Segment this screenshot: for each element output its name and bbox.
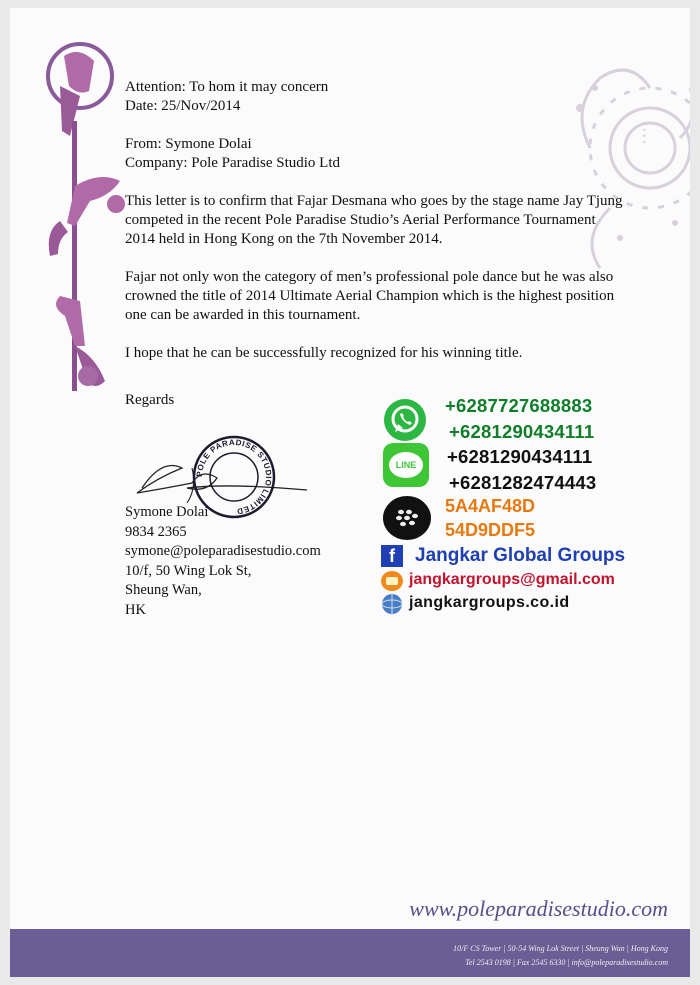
email-icon [381, 571, 403, 591]
regards-line: Regards [125, 392, 175, 408]
bbm-pin-2: 54D9DDF5 [445, 520, 536, 540]
signature-contact [125, 503, 321, 620]
facebook-page-name: Jangkar Global Groups [415, 545, 626, 566]
watermark-column: • • • [640, 128, 651, 144]
attention-line: Attention: To hom it may concern [125, 79, 329, 95]
line-app-icon [383, 443, 429, 487]
letter-body [125, 78, 665, 410]
whatsapp-icon [383, 398, 427, 442]
address-line-3: HK [125, 601, 146, 618]
address-line-2: Sheung Wan, [125, 582, 202, 598]
paragraph-2-line-1: Fajar not only won the category of men’s professional pole dance but he was also [125, 269, 614, 285]
paragraph-1-line-3: 2014 held in Hong Kong on the 7th November 2014. [125, 231, 443, 247]
svg-text:POLE PARADISE STUDIO LIMITED: POLE PARADISE STUDIO LIMITED [194, 437, 274, 516]
line-number-1: +6281290434111 [447, 446, 593, 467]
paragraph-3-line-1: I hope that he can be successfully recognized for his winning title. [125, 345, 523, 361]
whatsapp-number-1: +6287727688883 [445, 395, 593, 416]
paragraph-2-line-3: one can be awarded in this tournament. [125, 307, 361, 323]
website-globe-icon [381, 593, 403, 615]
paragraph-1-line-2: competed in the recent Pole Paradise Studio’s Aerial Performance Tournament [125, 212, 596, 228]
paragraph-2-line-2: crowned the title of 2014 Ultimate Aerial Champion which is the highest position [125, 288, 615, 304]
footer-address: 10/F CS Tower | 50-54 Wing Lok Street | Sheung Wan | Hong Kong [453, 944, 668, 953]
line-number-2: +6281282474443 [449, 472, 597, 493]
paragraph-2 [125, 268, 665, 325]
signatory-name: Symone Dolai [125, 504, 209, 520]
blackberry-messenger-icon [383, 496, 431, 540]
signatory-email: symone@poleparadisestudio.com [125, 543, 321, 559]
company-line: Company: Pole Paradise Studio Ltd [125, 155, 340, 171]
line-icon-label: LINE [389, 452, 423, 478]
paragraph-1-line-1: This letter is to confirm that Fajar Desmana who goes by the stage name Jay Tjung [125, 193, 623, 209]
from-line: From: Symone Dolai [125, 136, 252, 152]
promo-email: jangkargroups@gmail.com [409, 571, 615, 588]
footer-website: www.poleparadisestudio.com [409, 896, 668, 921]
bbm-pin-1: 5A4AF48D [445, 496, 536, 516]
promo-overlay [375, 393, 655, 623]
letter-header [125, 78, 665, 116]
pole-dancer-illustration [20, 26, 130, 406]
footer-band [10, 929, 690, 977]
whatsapp-number-2: +6281290434111 [449, 421, 595, 442]
facebook-icon: f [381, 545, 403, 567]
paragraph-1 [125, 192, 665, 249]
footer-tel: Tel 2543 0198 | Fax 2545 6330 | info@poleparadisestudio.com [465, 958, 668, 967]
sender-block [125, 135, 665, 173]
letter-page [10, 8, 690, 977]
date-line: Date: 25/Nov/2014 [125, 98, 241, 114]
promo-website: jangkargroups.co.id [409, 594, 570, 611]
address-line-1: 10/f, 50 Wing Lok St, [125, 562, 252, 579]
paragraph-3 [125, 344, 665, 363]
signatory-phone: 9834 2365 [125, 523, 187, 540]
